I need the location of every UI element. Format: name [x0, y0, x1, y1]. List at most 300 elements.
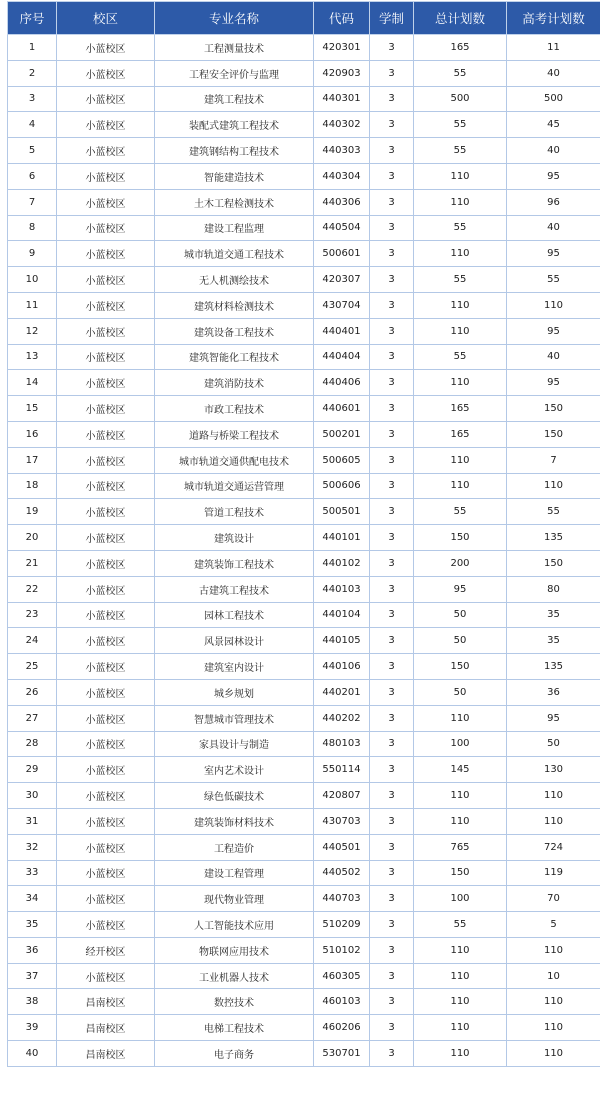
col-header-total-plan: 总计划数: [414, 2, 507, 35]
cell-campus: 小蓝校区: [57, 267, 155, 293]
cell-major: 智能建造技术: [155, 163, 314, 189]
cell-index: 14: [8, 370, 57, 396]
cell-major: 物联网应用技术: [155, 937, 314, 963]
cell-campus: 小蓝校区: [57, 757, 155, 783]
table-row: [8, 86, 600, 112]
table-row: [8, 705, 600, 731]
table-row: [8, 189, 600, 215]
cell-major: 市政工程技术: [155, 396, 314, 422]
cell-total-plan: 165: [414, 396, 507, 422]
cell-duration: 3: [370, 1015, 414, 1041]
cell-index: 13: [8, 344, 57, 370]
cell-gaokao-plan: 110: [507, 473, 600, 499]
cell-gaokao-plan: 150: [507, 421, 600, 447]
cell-index: 3: [8, 86, 57, 112]
cell-duration: 3: [370, 963, 414, 989]
cell-gaokao-plan: 135: [507, 654, 600, 680]
table-row: [8, 886, 600, 912]
cell-duration: 3: [370, 705, 414, 731]
cell-duration: 3: [370, 757, 414, 783]
cell-code: 500501: [314, 499, 370, 525]
cell-campus: 小蓝校区: [57, 731, 155, 757]
cell-gaokao-plan: 70: [507, 886, 600, 912]
table-row: [8, 937, 600, 963]
cell-total-plan: 50: [414, 679, 507, 705]
cell-code: 440105: [314, 628, 370, 654]
cell-total-plan: 110: [414, 783, 507, 809]
cell-major: 土木工程检测技术: [155, 189, 314, 215]
cell-duration: 3: [370, 783, 414, 809]
table-row: [8, 370, 600, 396]
cell-total-plan: 110: [414, 163, 507, 189]
cell-index: 39: [8, 1015, 57, 1041]
cell-major: 室内艺术设计: [155, 757, 314, 783]
cell-duration: 3: [370, 318, 414, 344]
cell-major: 建设工程监理: [155, 215, 314, 241]
cell-total-plan: 50: [414, 602, 507, 628]
cell-gaokao-plan: 55: [507, 267, 600, 293]
table-row: [8, 138, 600, 164]
cell-total-plan: 165: [414, 421, 507, 447]
cell-index: 34: [8, 886, 57, 912]
cell-code: 440703: [314, 886, 370, 912]
cell-index: 37: [8, 963, 57, 989]
cell-major: 现代物业管理: [155, 886, 314, 912]
cell-major: 建筑设备工程技术: [155, 318, 314, 344]
cell-code: 480103: [314, 731, 370, 757]
cell-major: 建筑工程技术: [155, 86, 314, 112]
cell-total-plan: 110: [414, 1015, 507, 1041]
cell-gaokao-plan: 40: [507, 60, 600, 86]
cell-major: 建筑设计: [155, 525, 314, 551]
cell-duration: 3: [370, 138, 414, 164]
cell-code: 440502: [314, 860, 370, 886]
col-header-major: 专业名称: [155, 2, 314, 35]
enrollment-plan-table: [7, 1, 600, 1067]
cell-index: 36: [8, 937, 57, 963]
cell-index: 28: [8, 731, 57, 757]
cell-duration: 3: [370, 344, 414, 370]
cell-campus: 昌南校区: [57, 1041, 155, 1067]
cell-total-plan: 55: [414, 344, 507, 370]
table-row: [8, 447, 600, 473]
col-header-duration: 学制: [370, 2, 414, 35]
cell-total-plan: 55: [414, 112, 507, 138]
cell-code: 530701: [314, 1041, 370, 1067]
cell-gaokao-plan: 40: [507, 215, 600, 241]
cell-major: 古建筑工程技术: [155, 576, 314, 602]
cell-code: 550114: [314, 757, 370, 783]
cell-index: 27: [8, 705, 57, 731]
cell-code: 500605: [314, 447, 370, 473]
cell-campus: 小蓝校区: [57, 344, 155, 370]
cell-major: 城市轨道交通运营管理: [155, 473, 314, 499]
table-row: [8, 267, 600, 293]
cell-duration: 3: [370, 163, 414, 189]
cell-campus: 小蓝校区: [57, 396, 155, 422]
cell-code: 460305: [314, 963, 370, 989]
cell-code: 510102: [314, 937, 370, 963]
cell-code: 440106: [314, 654, 370, 680]
cell-campus: 小蓝校区: [57, 550, 155, 576]
cell-code: 440102: [314, 550, 370, 576]
table-row: [8, 963, 600, 989]
col-header-campus: 校区: [57, 2, 155, 35]
cell-total-plan: 95: [414, 576, 507, 602]
cell-major: 城市轨道交通供配电技术: [155, 447, 314, 473]
cell-total-plan: 110: [414, 241, 507, 267]
cell-duration: 3: [370, 35, 414, 61]
cell-index: 30: [8, 783, 57, 809]
cell-campus: 小蓝校区: [57, 808, 155, 834]
cell-campus: 小蓝校区: [57, 834, 155, 860]
col-header-code: 代码: [314, 2, 370, 35]
cell-major: 建设工程管理: [155, 860, 314, 886]
cell-campus: 小蓝校区: [57, 86, 155, 112]
cell-major: 风景园林设计: [155, 628, 314, 654]
cell-index: 35: [8, 912, 57, 938]
cell-campus: 小蓝校区: [57, 679, 155, 705]
cell-campus: 小蓝校区: [57, 499, 155, 525]
cell-total-plan: 200: [414, 550, 507, 576]
cell-duration: 3: [370, 473, 414, 499]
cell-duration: 3: [370, 860, 414, 886]
cell-duration: 3: [370, 576, 414, 602]
cell-total-plan: 110: [414, 370, 507, 396]
cell-duration: 3: [370, 499, 414, 525]
cell-duration: 3: [370, 525, 414, 551]
cell-index: 23: [8, 602, 57, 628]
cell-index: 7: [8, 189, 57, 215]
cell-gaokao-plan: 95: [507, 163, 600, 189]
cell-index: 31: [8, 808, 57, 834]
cell-code: 440101: [314, 525, 370, 551]
cell-duration: 3: [370, 1041, 414, 1067]
cell-code: 420301: [314, 35, 370, 61]
cell-index: 16: [8, 421, 57, 447]
cell-gaokao-plan: 110: [507, 808, 600, 834]
cell-campus: 小蓝校区: [57, 602, 155, 628]
cell-code: 500201: [314, 421, 370, 447]
cell-major: 工程测量技术: [155, 35, 314, 61]
cell-index: 17: [8, 447, 57, 473]
cell-major: 建筑钢结构工程技术: [155, 138, 314, 164]
cell-campus: 小蓝校区: [57, 525, 155, 551]
cell-duration: 3: [370, 241, 414, 267]
cell-total-plan: 55: [414, 267, 507, 293]
cell-code: 440302: [314, 112, 370, 138]
cell-duration: 3: [370, 447, 414, 473]
cell-campus: 昌南校区: [57, 1015, 155, 1041]
cell-major: 城市轨道交通工程技术: [155, 241, 314, 267]
cell-index: 20: [8, 525, 57, 551]
cell-gaokao-plan: 40: [507, 138, 600, 164]
cell-total-plan: 110: [414, 963, 507, 989]
cell-index: 38: [8, 989, 57, 1015]
cell-code: 440404: [314, 344, 370, 370]
cell-code: 440406: [314, 370, 370, 396]
cell-campus: 小蓝校区: [57, 912, 155, 938]
cell-major: 工程安全评价与监理: [155, 60, 314, 86]
cell-major: 城乡规划: [155, 679, 314, 705]
cell-campus: 小蓝校区: [57, 215, 155, 241]
cell-code: 420903: [314, 60, 370, 86]
cell-campus: 小蓝校区: [57, 163, 155, 189]
table-row: [8, 783, 600, 809]
cell-major: 建筑装饰材料技术: [155, 808, 314, 834]
cell-gaokao-plan: 110: [507, 937, 600, 963]
cell-index: 26: [8, 679, 57, 705]
table-row: [8, 989, 600, 1015]
cell-index: 6: [8, 163, 57, 189]
table-row: [8, 1041, 600, 1067]
cell-gaokao-plan: 110: [507, 783, 600, 809]
cell-index: 18: [8, 473, 57, 499]
cell-duration: 3: [370, 886, 414, 912]
cell-code: 440103: [314, 576, 370, 602]
cell-index: 25: [8, 654, 57, 680]
cell-code: 440401: [314, 318, 370, 344]
cell-campus: 小蓝校区: [57, 138, 155, 164]
col-header-gaokao-plan: 高考计划数: [507, 2, 600, 35]
table-row: [8, 834, 600, 860]
table-row: [8, 499, 600, 525]
cell-gaokao-plan: 110: [507, 1015, 600, 1041]
cell-gaokao-plan: 500: [507, 86, 600, 112]
cell-index: 40: [8, 1041, 57, 1067]
cell-duration: 3: [370, 628, 414, 654]
cell-index: 11: [8, 292, 57, 318]
cell-duration: 3: [370, 86, 414, 112]
cell-gaokao-plan: 40: [507, 344, 600, 370]
cell-major: 道路与桥梁工程技术: [155, 421, 314, 447]
cell-duration: 3: [370, 215, 414, 241]
cell-campus: 小蓝校区: [57, 370, 155, 396]
cell-code: 440306: [314, 189, 370, 215]
table-row: [8, 808, 600, 834]
cell-duration: 3: [370, 396, 414, 422]
cell-index: 5: [8, 138, 57, 164]
cell-major: 家具设计与制造: [155, 731, 314, 757]
table-row: [8, 112, 600, 138]
cell-index: 2: [8, 60, 57, 86]
cell-campus: 小蓝校区: [57, 189, 155, 215]
cell-duration: 3: [370, 292, 414, 318]
cell-total-plan: 145: [414, 757, 507, 783]
cell-duration: 3: [370, 989, 414, 1015]
cell-gaokao-plan: 36: [507, 679, 600, 705]
cell-total-plan: 110: [414, 447, 507, 473]
cell-code: 440104: [314, 602, 370, 628]
table-row: [8, 473, 600, 499]
cell-code: 440304: [314, 163, 370, 189]
cell-duration: 3: [370, 654, 414, 680]
cell-code: 430704: [314, 292, 370, 318]
cell-gaokao-plan: 95: [507, 241, 600, 267]
cell-code: 420807: [314, 783, 370, 809]
cell-gaokao-plan: 45: [507, 112, 600, 138]
cell-code: 440301: [314, 86, 370, 112]
cell-index: 24: [8, 628, 57, 654]
cell-index: 29: [8, 757, 57, 783]
cell-campus: 小蓝校区: [57, 654, 155, 680]
cell-total-plan: 165: [414, 35, 507, 61]
cell-gaokao-plan: 150: [507, 550, 600, 576]
cell-duration: 3: [370, 602, 414, 628]
cell-campus: 小蓝校区: [57, 783, 155, 809]
table-row: [8, 318, 600, 344]
cell-major: 智慧城市管理技术: [155, 705, 314, 731]
cell-total-plan: 55: [414, 912, 507, 938]
cell-code: 500601: [314, 241, 370, 267]
cell-campus: 昌南校区: [57, 989, 155, 1015]
cell-gaokao-plan: 96: [507, 189, 600, 215]
cell-duration: 3: [370, 421, 414, 447]
col-header-index: 序号: [8, 2, 57, 35]
cell-campus: 小蓝校区: [57, 628, 155, 654]
cell-major: 人工智能技术应用: [155, 912, 314, 938]
cell-campus: 小蓝校区: [57, 473, 155, 499]
cell-campus: 小蓝校区: [57, 292, 155, 318]
cell-major: 建筑室内设计: [155, 654, 314, 680]
cell-total-plan: 150: [414, 860, 507, 886]
cell-total-plan: 110: [414, 473, 507, 499]
cell-index: 19: [8, 499, 57, 525]
table-row: [8, 396, 600, 422]
cell-duration: 3: [370, 679, 414, 705]
cell-code: 440504: [314, 215, 370, 241]
cell-duration: 3: [370, 834, 414, 860]
cell-total-plan: 110: [414, 1041, 507, 1067]
cell-index: 1: [8, 35, 57, 61]
cell-major: 园林工程技术: [155, 602, 314, 628]
table-row: [8, 1015, 600, 1041]
cell-total-plan: 110: [414, 937, 507, 963]
cell-major: 工程造价: [155, 834, 314, 860]
table-row: [8, 35, 600, 61]
cell-campus: 小蓝校区: [57, 60, 155, 86]
table-row: [8, 860, 600, 886]
cell-index: 33: [8, 860, 57, 886]
cell-gaokao-plan: 95: [507, 370, 600, 396]
cell-gaokao-plan: 110: [507, 292, 600, 318]
cell-total-plan: 110: [414, 318, 507, 344]
cell-index: 32: [8, 834, 57, 860]
cell-total-plan: 765: [414, 834, 507, 860]
cell-total-plan: 110: [414, 189, 507, 215]
table-row: [8, 628, 600, 654]
cell-total-plan: 110: [414, 989, 507, 1015]
cell-total-plan: 55: [414, 499, 507, 525]
cell-campus: 小蓝校区: [57, 886, 155, 912]
table-row: [8, 292, 600, 318]
cell-total-plan: 150: [414, 525, 507, 551]
table-body: [8, 35, 600, 1067]
cell-campus: 小蓝校区: [57, 318, 155, 344]
cell-major: 电梯工程技术: [155, 1015, 314, 1041]
table-row: [8, 654, 600, 680]
cell-index: 9: [8, 241, 57, 267]
cell-campus: 小蓝校区: [57, 35, 155, 61]
cell-major: 无人机测绘技术: [155, 267, 314, 293]
cell-total-plan: 55: [414, 60, 507, 86]
cell-total-plan: 100: [414, 731, 507, 757]
cell-major: 建筑装饰工程技术: [155, 550, 314, 576]
cell-index: 15: [8, 396, 57, 422]
cell-code: 440501: [314, 834, 370, 860]
cell-duration: 3: [370, 60, 414, 86]
cell-gaokao-plan: 95: [507, 705, 600, 731]
cell-gaokao-plan: 135: [507, 525, 600, 551]
cell-gaokao-plan: 50: [507, 731, 600, 757]
cell-index: 12: [8, 318, 57, 344]
table-header: [8, 2, 600, 35]
cell-gaokao-plan: 110: [507, 989, 600, 1015]
cell-gaokao-plan: 150: [507, 396, 600, 422]
table-row: [8, 215, 600, 241]
cell-major: 建筑材料检测技术: [155, 292, 314, 318]
table-row: [8, 525, 600, 551]
cell-major: 装配式建筑工程技术: [155, 112, 314, 138]
cell-code: 430703: [314, 808, 370, 834]
cell-duration: 3: [370, 267, 414, 293]
cell-gaokao-plan: 5: [507, 912, 600, 938]
cell-duration: 3: [370, 808, 414, 834]
cell-campus: 经开校区: [57, 937, 155, 963]
cell-duration: 3: [370, 912, 414, 938]
cell-code: 440201: [314, 679, 370, 705]
table-row: [8, 757, 600, 783]
cell-major: 绿色低碳技术: [155, 783, 314, 809]
cell-index: 10: [8, 267, 57, 293]
cell-duration: 3: [370, 937, 414, 963]
cell-campus: 小蓝校区: [57, 421, 155, 447]
cell-duration: 3: [370, 189, 414, 215]
table-row: [8, 344, 600, 370]
cell-code: 440303: [314, 138, 370, 164]
cell-gaokao-plan: 724: [507, 834, 600, 860]
cell-total-plan: 110: [414, 292, 507, 318]
table-row: [8, 602, 600, 628]
cell-index: 21: [8, 550, 57, 576]
cell-total-plan: 110: [414, 808, 507, 834]
cell-duration: 3: [370, 731, 414, 757]
cell-total-plan: 150: [414, 654, 507, 680]
table-row: [8, 576, 600, 602]
table-row: [8, 679, 600, 705]
table-row: [8, 241, 600, 267]
cell-gaokao-plan: 35: [507, 602, 600, 628]
cell-index: 4: [8, 112, 57, 138]
cell-total-plan: 110: [414, 705, 507, 731]
cell-total-plan: 50: [414, 628, 507, 654]
cell-code: 460206: [314, 1015, 370, 1041]
cell-duration: 3: [370, 370, 414, 396]
cell-code: 440202: [314, 705, 370, 731]
cell-code: 420307: [314, 267, 370, 293]
cell-index: 22: [8, 576, 57, 602]
cell-code: 440601: [314, 396, 370, 422]
cell-code: 500606: [314, 473, 370, 499]
header-row: [8, 2, 600, 35]
cell-campus: 小蓝校区: [57, 112, 155, 138]
cell-total-plan: 500: [414, 86, 507, 112]
cell-gaokao-plan: 11: [507, 35, 600, 61]
cell-major: 管道工程技术: [155, 499, 314, 525]
cell-campus: 小蓝校区: [57, 576, 155, 602]
table-row: [8, 731, 600, 757]
cell-major: 数控技术: [155, 989, 314, 1015]
